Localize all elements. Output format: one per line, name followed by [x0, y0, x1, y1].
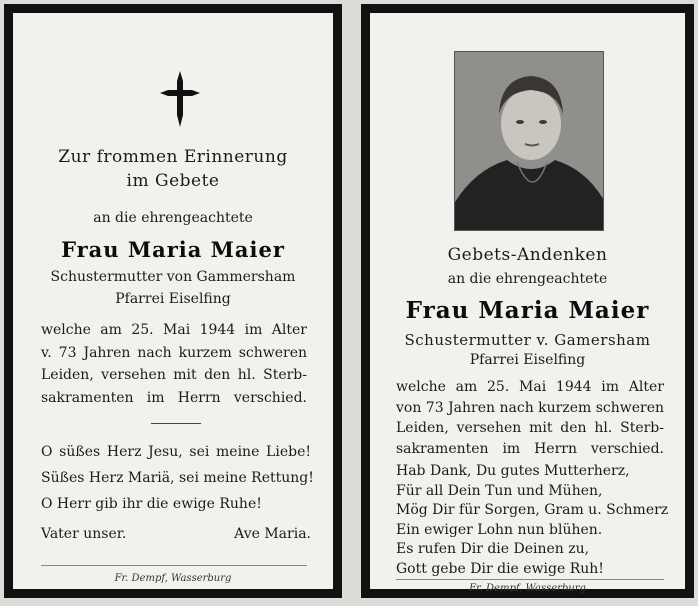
- parish-text: Pfarrei Eiselfing: [115, 291, 231, 307]
- obituary-text: [41, 319, 307, 409]
- verse-line: Mög Dir für Sorgen, Gram u. Schmerz: [396, 502, 669, 518]
- obituary-line: von 73 Jahren nach kurzem schweren: [396, 399, 665, 416]
- deceased-name: Frau Maria Maier: [61, 237, 285, 262]
- prayer-line: O süßes Herz Jesu, sei meine Liebe!: [41, 444, 311, 460]
- obituary-line: Leiden, versehen mit den hl. Sterb-: [41, 367, 307, 383]
- deceased-name: Frau Maria Maier: [405, 297, 650, 324]
- printer-credit: Fr. Dempf, Wasserburg: [114, 573, 232, 584]
- verse-line: Für all Dein Tun und Mühen,: [396, 482, 603, 499]
- obituary-line: sakramenten im Herrn verschied.: [41, 389, 307, 406]
- footer-rule: [396, 579, 664, 580]
- memorial-heading-line2: im Gebete: [126, 171, 220, 191]
- obituary-line: welche am 25. Mai 1944 im Alter: [396, 379, 664, 395]
- memorial-heading-line1: Zur frommen Erinnerung: [58, 147, 288, 167]
- memorial-heading: Gebets-Andenken: [447, 245, 608, 265]
- portrait-photo: [454, 51, 604, 231]
- verse-line: Ein ewiger Lohn nun blühen.: [396, 521, 603, 538]
- obituary-line: Leiden, versehen mit den hl. Sterb-: [396, 420, 664, 436]
- intro-text: an die ehrengeachtete: [93, 210, 253, 226]
- obituary-line: welche am 25. Mai 1944 im Alter: [41, 322, 307, 338]
- prayers-block: [41, 439, 314, 547]
- cross-icon: [160, 71, 200, 127]
- deceased-title: Schustermutter v. Gamersham: [404, 331, 651, 349]
- memorial-card-left: [4, 4, 342, 598]
- memorial-card-right: [361, 4, 694, 598]
- parish-text: Pfarrei Eiselfing: [469, 352, 586, 368]
- verse-line: Gott gebe Dir die ewige Ruh!: [396, 560, 604, 577]
- closing-prayers: [41, 521, 311, 547]
- obituary-line: v. 73 Jahren nach kurzem schweren: [41, 344, 307, 361]
- obituary-text: [396, 377, 664, 459]
- verse-line: Es rufen Dir die Deinen zu,: [396, 541, 590, 557]
- closing-right: Ave Maria.: [234, 526, 311, 542]
- intro-text: an die ehrengeachtete: [447, 271, 608, 287]
- verse-line: Hab Dank, Du gutes Mutterherz,: [396, 463, 630, 479]
- prayer-line: Süßes Herz Mariä, sei meine Rettung!: [41, 470, 314, 486]
- portrait-image: [455, 52, 604, 231]
- prayer-line: O Herr gib ihr die ewige Ruhe!: [41, 496, 262, 512]
- divider: [151, 423, 201, 424]
- footer-rule: [41, 565, 307, 566]
- obituary-line: sakramenten im Herrn verschied.: [396, 440, 664, 457]
- verse-block: [396, 462, 669, 579]
- deceased-title: Schustermutter von Gammersham: [50, 269, 296, 285]
- closing-left: Vater unser.: [41, 526, 127, 542]
- printer-credit: Fr. Dempf, Wasserburg: [469, 583, 586, 594]
